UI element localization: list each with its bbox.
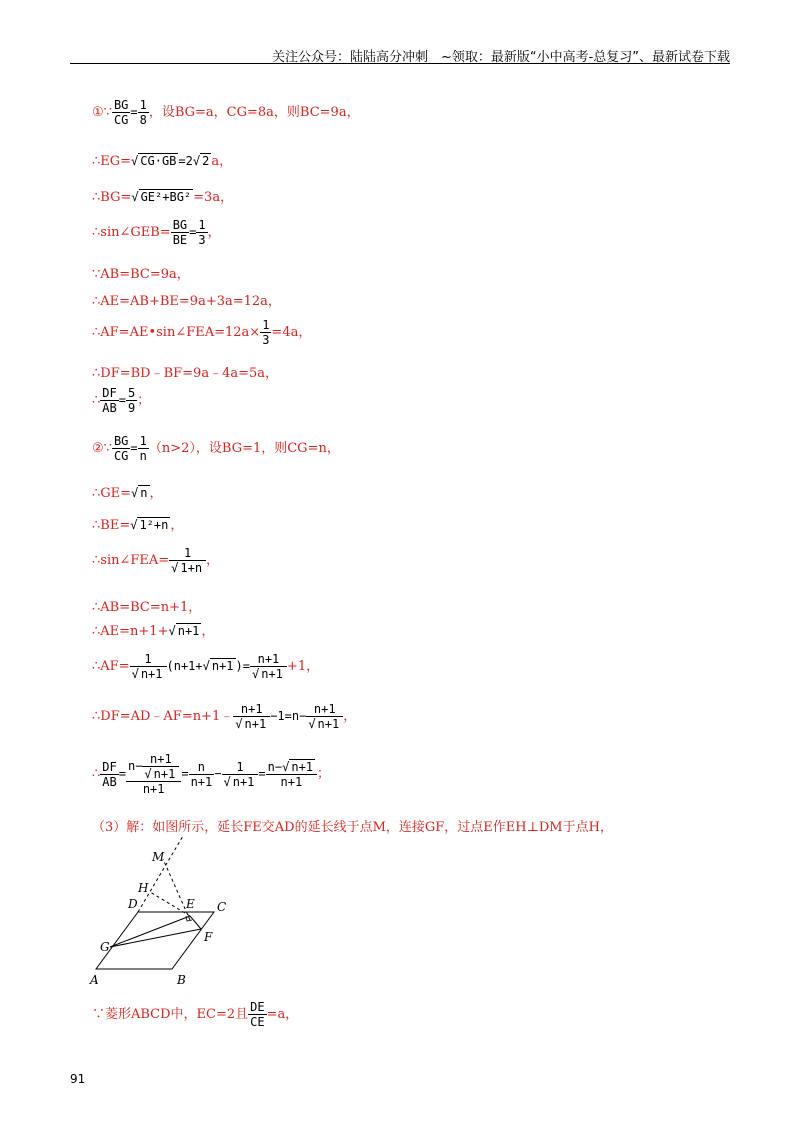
rhombus-figure [86, 836, 226, 986]
fraction: $\frac{1}{n}$ [139, 434, 147, 463]
line-part1: ①∵ $\frac{BG}{CG}$ = $\frac{1}{8}$ ，设BG=a，CG=8a，则BC=9a， [92, 98, 360, 127]
fraction: $\frac{n}{n+1}$ [190, 759, 213, 789]
label-e: E [186, 897, 195, 911]
label-a: A [90, 973, 99, 986]
line-af-n: ∴AF= $\frac{1}{√ n+1}$ (n+1+√ n+1 )= $\frac{n+1}{√ n+1}$ +1， [92, 652, 320, 681]
segment-ef [190, 916, 201, 929]
label-d: D [128, 897, 138, 911]
line-part3: （3）解：如图所示，延长FE交AD的延长线于点M，连接GF，过点E作EH⊥DM于点H， [92, 820, 613, 835]
fraction: $\frac{DF}{AB}$ [102, 386, 117, 415]
fraction: $\frac{1}{√ n+1}$ [222, 760, 259, 789]
fraction: $\frac{1}{√ 1+n}$ [169, 546, 206, 575]
line-df-n: ∴DF=AD﹣AF=n+1﹣ $\frac{n+1}{√ n+1}$ −1=n− $\frac{n+1}{√ n+1}$ ， [92, 702, 357, 731]
label-b: B [177, 973, 186, 986]
fraction: $\frac{DF}{AB}$ [102, 759, 117, 789]
label-m: M [152, 850, 165, 864]
line-ab-bc: ∵AB=BC=9a， [92, 267, 190, 282]
line-rhombus: ∵菱形ABCD中，EC=2且 $\frac{DE}{CE}$ =a， [92, 1000, 299, 1029]
label-f: F [204, 930, 213, 944]
line-sin-geb: ∴sin∠GEB= $\frac{BG}{BE}$ = $\frac{1}{3}$ ， [92, 218, 221, 247]
line-eg: ∴EG=√ CG·GB =2√ 2 a， [92, 154, 233, 169]
line-df-ab: ∴ $\frac{DF}{AB}$ = $\frac{5}{9}$ ； [92, 386, 151, 415]
fraction: $\frac{n+1}{√ n+1}$ [233, 702, 270, 731]
line-df: ∴DF=BD﹣BF=9a﹣4a=5a， [92, 366, 279, 381]
line-sin-fea: ∴sin∠FEA= $\frac{1}{√ 1+n}$ ， [92, 546, 220, 575]
fraction: $\frac{BG}{CG}$ [113, 434, 129, 463]
line-ge-n: ∴GE=√ n ， [92, 486, 163, 501]
line-bg: ∴BG=√ GE²+BG² =3a， [92, 190, 234, 205]
line-df-ab-n: ∴ $\frac{DF}{AB}$ = n− $\frac{n+1}{√ n+1}$ n+1 = $\frac{n}{n+1}$ − $\frac{1}{√ n+1}$ = $\frac{n-√ n+1}{n+1}$ ； [92, 752, 331, 796]
line-be-n: ∴BE=√ 1²+n ， [92, 518, 184, 533]
line-ae-n: ∴AE=n+1+√ n+1 ， [92, 624, 215, 639]
fraction: $\frac{DE}{CE}$ [250, 1000, 265, 1029]
segment-ge [110, 916, 190, 947]
fraction: $\frac{BG}{BE}$ [172, 218, 188, 247]
line-ae: ∴AE=AB+BE=9a+3a=12a， [92, 294, 281, 309]
line-af: ∴AF=AE•sin∠FEA=12a× $\frac{1}{3}$ =4a， [92, 318, 312, 347]
fraction: $\frac{1}{3}$ [262, 318, 270, 347]
label-g: G [100, 940, 110, 954]
rhombus-abcd [96, 912, 214, 969]
extension-ad [138, 836, 183, 912]
fraction: $\frac{n-√ n+1}{n+1}$ [266, 760, 317, 789]
line-part2: ②∵ $\frac{BG}{CG}$ = $\frac{1}{n}$ （n>2），设BG=1，则CG=n， [92, 434, 340, 463]
fraction: $\frac{n+1}{√ n+1}$ [306, 702, 343, 731]
fraction: $\frac{BG}{CG}$ [113, 98, 129, 127]
page-header: 关注公众号：陆陆高分冲刺 ~领取：最新版“小中高考-总复习”、最新试卷下载 [70, 40, 730, 64]
line-ab-n: ∴AB=BC=n+1， [92, 600, 202, 615]
fraction: $\frac{1}{√ n+1}$ [130, 652, 167, 681]
fraction: $\frac{5}{9}$ [127, 386, 136, 415]
page-number: 91 [70, 1072, 86, 1086]
fraction: $\frac{n+1}{√ n+1}$ [250, 652, 287, 681]
fraction: n− $\frac{n+1}{√ n+1}$ n+1 [126, 752, 181, 796]
fraction: $\frac{1}{8}$ [139, 98, 147, 127]
label-c: C [217, 900, 226, 914]
fraction: $\frac{1}{3}$ [198, 218, 206, 247]
label-h: H [138, 881, 149, 895]
